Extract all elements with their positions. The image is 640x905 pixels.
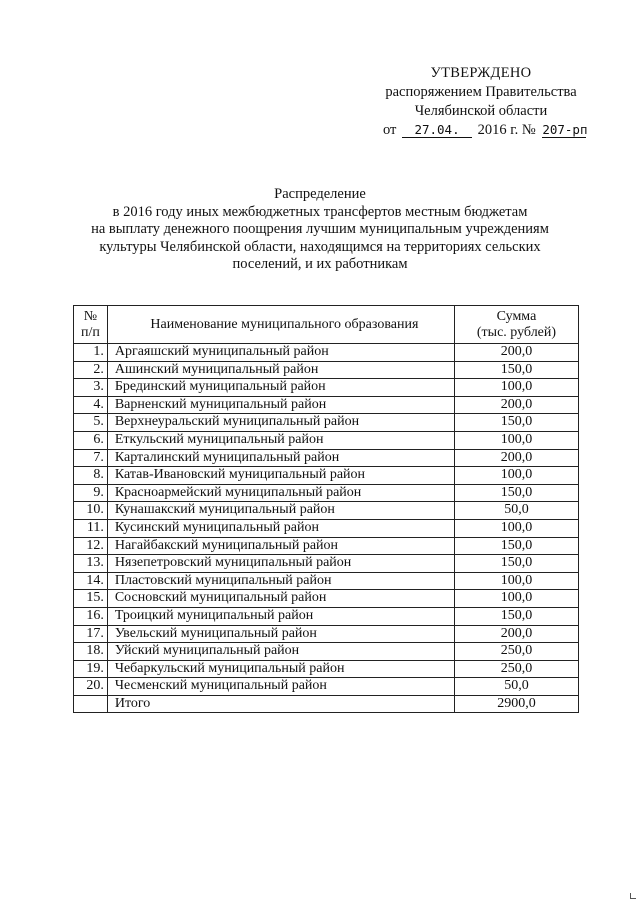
title-line-5: поселений, и их работникам <box>232 256 408 273</box>
approval-line-1: распоряжением Правительства <box>385 84 577 100</box>
row-municipality: Уйский муниципальный район <box>107 643 454 661</box>
table-row <box>74 537 579 555</box>
row-municipality: Красноармейский муниципальный район <box>107 484 454 502</box>
row-municipality: Сосновский муниципальный район <box>107 590 454 608</box>
row-number: 16. <box>74 607 108 625</box>
row-number: 17. <box>74 625 108 643</box>
row-amount: 150,0 <box>454 361 578 379</box>
row-amount: 200,0 <box>454 344 578 362</box>
table-row <box>74 607 579 625</box>
row-municipality: Ашинский муниципальный район <box>107 361 454 379</box>
row-amount: 50,0 <box>454 502 578 520</box>
row-number: 7. <box>74 449 108 467</box>
row-amount: 2900,0 <box>454 695 578 713</box>
row-municipality: Пластовский муниципальный район <box>107 572 454 590</box>
table-row <box>74 449 579 467</box>
row-municipality: Увельский муниципальный район <box>107 625 454 643</box>
table-row <box>74 414 579 432</box>
row-amount: 150,0 <box>454 484 578 502</box>
row-municipality: Кусинский муниципальный район <box>107 519 454 537</box>
row-amount: 150,0 <box>454 414 578 432</box>
table-row <box>74 660 579 678</box>
table-row <box>74 484 579 502</box>
row-amount: 100,0 <box>454 590 578 608</box>
row-number: 2. <box>74 361 108 379</box>
row-amount: 200,0 <box>454 625 578 643</box>
row-municipality: Нязепетровский муниципальный район <box>107 555 454 573</box>
table-header-row <box>74 306 579 344</box>
table-row <box>74 467 579 485</box>
header-number-line-2: п/п <box>80 324 100 340</box>
table-row <box>74 502 579 520</box>
row-municipality: Варненский муниципальный район <box>107 396 454 414</box>
table-row <box>74 431 579 449</box>
header-number-line-1: № <box>83 308 98 324</box>
row-number: 11. <box>74 519 108 537</box>
row-amount: 50,0 <box>454 678 578 696</box>
table-row <box>74 379 579 397</box>
total-row <box>74 695 579 713</box>
approval-line-2: Челябинской области <box>414 103 548 119</box>
approval-stamp: УТВЕРЖДЕНО <box>430 65 532 81</box>
title-line-1: Распределение <box>274 186 366 202</box>
row-amount: 100,0 <box>454 519 578 537</box>
row-municipality: Брединский муниципальный район <box>107 379 454 397</box>
row-municipality: Чесменский муниципальный район <box>107 678 454 696</box>
row-amount: 100,0 <box>454 572 578 590</box>
table-row <box>74 572 579 590</box>
scan-corner-mark <box>630 893 636 899</box>
row-amount: 100,0 <box>454 379 578 397</box>
row-number: 9. <box>74 484 108 502</box>
row-number: 6. <box>74 431 108 449</box>
header-sum <box>454 306 578 344</box>
title-line-2: в 2016 году иных межбюджетных трансфертов местным бюджетам <box>112 203 528 220</box>
row-amount: 150,0 <box>454 555 578 573</box>
row-municipality: Чебаркульский муниципальный район <box>107 660 454 678</box>
row-number: 18. <box>74 643 108 661</box>
header-sum-line-1: Сумма <box>496 308 537 324</box>
title-line-4: культуры Челябинской области, находящимся на территориях сельских <box>99 238 541 255</box>
row-municipality: Троицкий муниципальный район <box>107 607 454 625</box>
row-municipality: Итого <box>107 695 454 713</box>
table-row <box>74 643 579 661</box>
row-number <box>74 695 108 713</box>
table-row <box>74 678 579 696</box>
row-amount: 200,0 <box>454 396 578 414</box>
row-amount: 250,0 <box>454 643 578 661</box>
row-number: 19. <box>74 660 108 678</box>
row-number: 8. <box>74 467 108 485</box>
row-number: 15. <box>74 590 108 608</box>
row-amount: 150,0 <box>454 607 578 625</box>
header-name: Наименование муниципального образования <box>107 306 454 344</box>
table-row <box>74 344 579 362</box>
row-amount: 100,0 <box>454 467 578 485</box>
row-amount: 250,0 <box>454 660 578 678</box>
year-text: 2016 г. № <box>477 122 536 138</box>
header-number <box>74 306 108 344</box>
date-prefix: от <box>383 122 397 138</box>
row-amount: 100,0 <box>454 431 578 449</box>
header-sum-line-2: (тыс. рублей) <box>476 324 557 340</box>
row-number: 5. <box>74 414 108 432</box>
handwritten-date: 27.04. <box>402 122 472 138</box>
table-row <box>74 555 579 573</box>
table-row <box>74 396 579 414</box>
approval-block <box>376 64 586 140</box>
handwritten-number: 207-рп <box>542 122 588 137</box>
table-row <box>74 625 579 643</box>
row-municipality: Нагайбакский муниципальный район <box>107 537 454 555</box>
row-municipality: Аргаяшский муниципальный район <box>107 344 454 362</box>
approval-date-line <box>383 121 586 140</box>
row-number: 13. <box>74 555 108 573</box>
row-amount: 200,0 <box>454 449 578 467</box>
distribution-table <box>73 305 579 713</box>
row-number: 20. <box>74 678 108 696</box>
row-number: 14. <box>74 572 108 590</box>
row-number: 12. <box>74 537 108 555</box>
table-row <box>74 590 579 608</box>
row-number: 1. <box>74 344 108 362</box>
table-body <box>74 344 579 713</box>
document-title <box>60 186 580 274</box>
table-row <box>74 361 579 379</box>
row-number: 4. <box>74 396 108 414</box>
row-municipality: Карталинский муниципальный район <box>107 449 454 467</box>
table-row <box>74 519 579 537</box>
row-municipality: Катав-Ивановский муниципальный район <box>107 467 454 485</box>
row-municipality: Верхнеуральский муниципальный район <box>107 414 454 432</box>
row-number: 10. <box>74 502 108 520</box>
row-municipality: Еткульский муниципальный район <box>107 431 454 449</box>
row-municipality: Кунашакский муниципальный район <box>107 502 454 520</box>
row-number: 3. <box>74 379 108 397</box>
row-amount: 150,0 <box>454 537 578 555</box>
title-line-3: на выплату денежного поощрения лучшим муниципальным учреждениям <box>91 221 549 238</box>
